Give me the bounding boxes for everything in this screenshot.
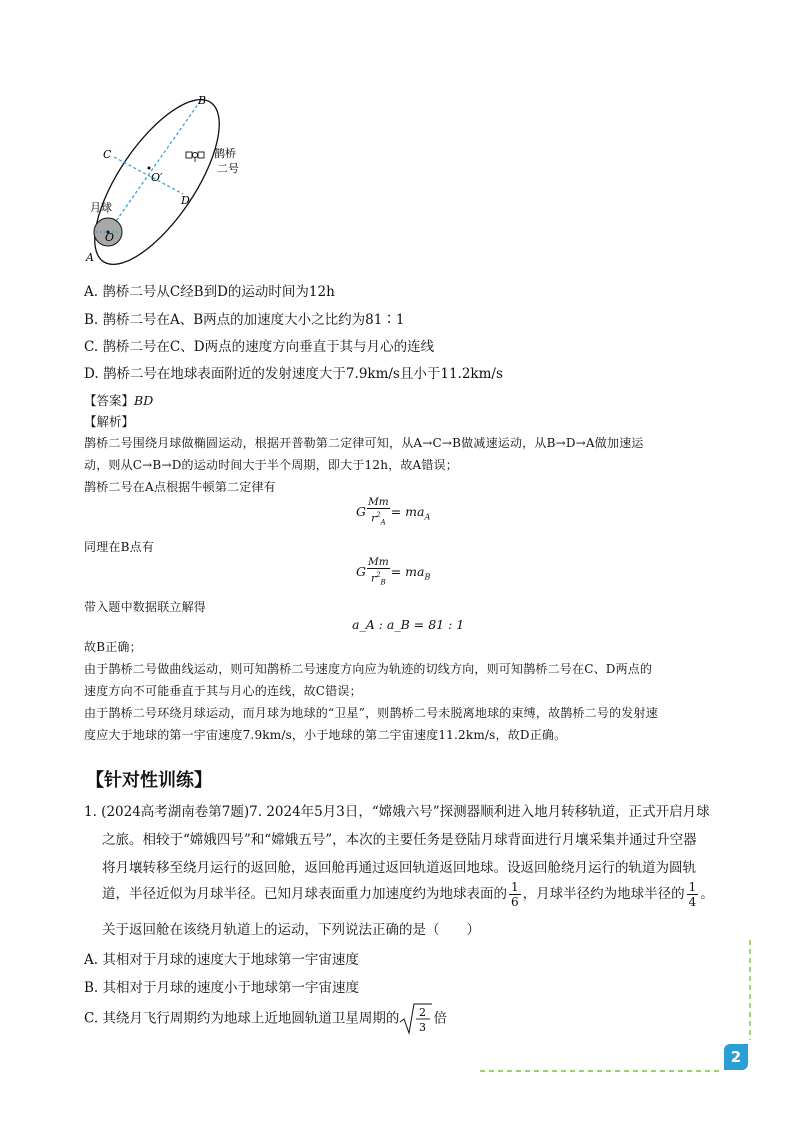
label-A: A	[86, 251, 94, 264]
formula-b: G $\frac{Mm}{r^2_B}$ = $ma_B$	[356, 556, 431, 587]
analysis-p7b: 度应大于地球的第一宇宙速度7.9km/s，小于地球的第二宇宙速度11.2km/s，故D正确。	[84, 728, 567, 742]
q1-line5: 关于返回舱在该绕月轨道上的运动，下列说法正确的是（ ）	[102, 922, 480, 938]
analysis-p5: 故B正确；	[84, 640, 142, 654]
analysis-p1b: 动，则从C→B→D的运动时间大于半个周期，即大于12h，故A错误；	[84, 458, 458, 472]
option-b: B. 鹊桥二号在A、B两点的加速度大小之比约为81∶1	[84, 312, 405, 328]
q1-line2: 之旅。相较于“嫦娥四号”和“嫦娥五号”，本次的主要任务是登陆月球背面进行月壤采集并通过升空器	[102, 832, 697, 848]
formula-ratio: a_A : a_B = 81 : 1	[352, 617, 465, 632]
minor-axis	[114, 157, 183, 194]
label-B: B	[198, 94, 207, 107]
label-satellite-1: 鹊桥	[214, 147, 236, 160]
analysis-p6a: 由于鹊桥二号做曲线运动，则可知鹊桥二号速度方向应为轨迹的切线方向，则可知鹊桥二号在C、D两点的	[84, 662, 653, 676]
q1-line1: 1. (2024高考湖南卷第7题)7. 2024年5月3日，“嫦娥六号”探测器顺利进入地月转移轨道，正式开启月球	[84, 804, 710, 820]
analysis-p1a: 鹊桥二号围绕月球做椭圆运动，根据开普勒第二定律可知，从A→C→B做减速运动，从B→D→A做加速运	[84, 436, 644, 450]
analysis-p6b: 速度方向不可能垂直于其与月心的连线，故C错误；	[84, 684, 362, 698]
q1-line4: 道，半径近似为月球半径。已知月球表面重力加速度约为地球表面的 $\frac{1}{6}$ ，月球半径约为地球半径的 $\frac{1}{4}$ 。	[102, 880, 714, 909]
label-moon: 月球	[90, 201, 112, 214]
q1-line3: 将月壤转移至绕月运行的返回舱，返回舱再通过返回轨道返回地球。设返回舱绕月运行的轨道为圆轨	[102, 860, 696, 876]
training-option-b: B. 其相对于月球的速度小于地球第一宇宙速度	[84, 980, 360, 996]
formula-a: G $\frac{Mm}{r^2_A}$ = $ma_A$	[356, 496, 431, 527]
analysis-p3: 同理在B点有	[84, 540, 155, 554]
option-d: D. 鹊桥二号在地球表面附近的发射速度大于7.9km/s且小于11.2km/s	[84, 366, 503, 382]
analysis-label: 【解析】	[84, 414, 135, 429]
label-O-prime: O′	[151, 171, 163, 184]
label-D: D	[181, 194, 190, 207]
orbit-diagram	[80, 86, 260, 266]
page-number: 2	[724, 1044, 748, 1070]
option-c: C. 鹊桥二号在C、D两点的速度方向垂直于其与月心的连线	[84, 339, 435, 355]
analysis-p4: 带入题中数据联立解得	[84, 600, 207, 614]
label-satellite-2: 二号	[217, 162, 239, 175]
answer-line: 【答案】BD	[84, 393, 154, 408]
analysis-p7a: 由于鹊桥二号环绕月球运动，而月球为地球的“卫星”，则鹊桥二号未脱离地球的束缚，故鹊桥二号的发射速	[84, 706, 658, 720]
option-a: A. 鹊桥二号从C经B到D的运动时间为12h	[84, 284, 335, 300]
training-option-c: C. 其绕月飞行周期约为地球上近地圆轨道卫星周期的 2 3 倍	[84, 1002, 447, 1036]
training-option-a: A. 其相对于月球的速度大于地球第一宇宙速度	[84, 952, 359, 968]
svg-text:2: 2	[419, 1006, 427, 1019]
analysis-p2: 鹊桥二号在A点根据牛顿第二定律有	[84, 480, 276, 494]
label-O: O	[105, 231, 115, 244]
sqrt-symbol	[399, 1002, 433, 1036]
section-title: 【针对性训练】	[86, 770, 212, 791]
satellite-icon	[186, 152, 204, 162]
label-C: C	[103, 148, 112, 161]
svg-text:3: 3	[419, 1021, 427, 1034]
